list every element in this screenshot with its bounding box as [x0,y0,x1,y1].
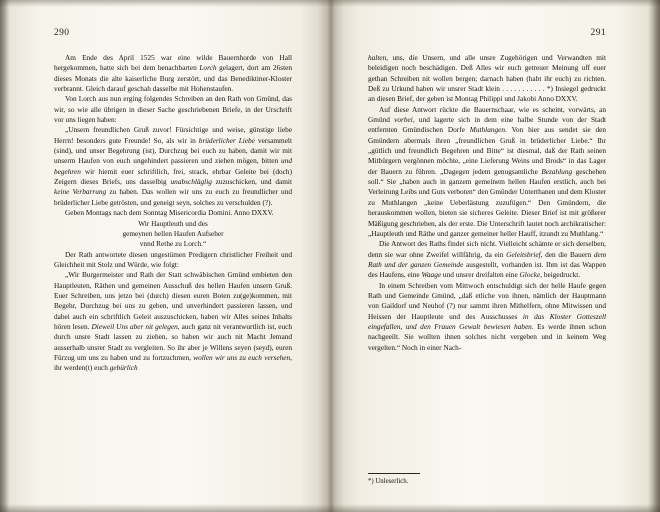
text-run: , beigedruckt. [540,270,581,280]
text-run: In einem Schreiben vom Mittwoch entschuldigt sich der helle Haufe gegen Rath und Gemeinde Gmünd, „daß etliche von ihnen, nämlich der Hauptmann von Gaildorf und Neuhof (?) nur sammt ihren Mithelfern, ohne Mitwissen und Heissen der Hauptleute und des Ausschusses [368,280,606,321]
page-number-right: 291 [590,28,606,38]
page-number-left: 290 [54,28,70,38]
text-run: , uns, die Unsern, und alle unsre Zugehörigen und Verwandten mit beleidigen noch beschädigen. Deß Alles wir euch getreuer Meinung uff euer gethan Schreiben nit wollen bergen; darnach haben (habt ihr euch) zu richten. Deß zu Urkund haben wir unsrer Stadt klein . . . . . . . . . . . *) Insiegel gedruckt an diesen Brief, der geben ist Montag Philippi und Jakobi Anno DXXV. [368,53,606,104]
text-run: Der Rath antwortete diesen ungestümen Predigern christlicher Freiheit und Gleichheit mit Stolz und Würde, wie folgt: [54,249,292,269]
paragraph [54,270,292,373]
paragraph [54,229,292,239]
paragraph [368,53,606,105]
paragraph [54,53,292,94]
text-run: , auch ganz nit verantwurtlich ist, euch durch unsre Stadt lassen zu ziehen, so haben wir auch nit Macht Jemand ausserhalb unsrer Stadt zu vergleiten. So ihr aber je Willens seyen (seyd), euren Fürzug um uns zu haben und zu fortzuchmen, [54,321,292,362]
paragraph [368,239,606,280]
emphasis-text: Geleitsbrief [506,249,541,259]
text-run: geschehen soll.“ Sie „haben auch in ganzem gemeinem hellen Haufen erstlich, auch bei Verleirung Leibs und Guts verboten“ den Gmünder Unterthanen und dem Kloster zu Muthlangen „keine Ueberlästung zuzufügen.“ Den Gmündern, die herauskommen wollen, bieten sie sicheres Geleite. Dieser Brief ist mit größerer Mäßigung geschrieben, als der erste. Die Unterschrift lautet noch archikratischer: „Hauptleuth und Räthe und ganzer gemeiner heller Hauff, itzundt zu Muthlang.“ [368,166,606,238]
text-run: und unsrer dreifalten eine [441,270,520,280]
text-run: . Von hier aus sendet sie den Gmündern abermals ihren „freundlichen Gruß in brüderlicher Liebe.“ Ihr „gütlich und freundlich Begehren und Bitte“ ist diesmal, daß der Rath seinen Mitbürgern vergönnen möchte, „eine Lieferung Weins und Brods“ in das Lager der Bauern zu führen. „Dagegen jedem genugsamliche [368,125,606,176]
emphasis-text: brüderlicher Liebe [198,135,255,145]
footnote-block [368,473,606,486]
emphasis-text: halten [368,53,387,62]
text-run: vnnd Rethe zu Lorch.“ [139,239,207,249]
text-run: gemeynen hellen Haufen Aufseher [122,228,224,238]
text-run: Wir Hauptleuth und des [138,218,208,228]
text-run: zu haben. Das wollen wir uns zu euch zu freundlicher und brüderlicher Liebe getrösten, und geneigt seyn, solches zu verschulden (?). [54,187,293,207]
text-run: , und lagerte sich in dem eine halbe Stunde von der Stadt entfernten Gmündischen Dorfe [368,115,606,135]
text-run: versammelt (sind), und unser Begehrung (ist), Durchzug bei euch zu haben, damit wir mit unserm Haufen von euch ungehindert passieren und ziehen mögen, bitten [54,135,292,166]
text-run: , ihr werden(t) euch [54,352,292,373]
emphasis-text: Bezahlung [541,166,573,176]
footnote-text [368,477,606,486]
body-text-right [368,53,606,353]
emphasis-text: und begehren [54,156,292,176]
emphasis-text: unabschläglig [170,177,212,187]
page-right [330,0,660,512]
text-run: Geben Montags nach dem Sonntag Misericordia Domini. Anno DXXV. [65,208,274,218]
paragraph [54,208,292,218]
text-run: . Es werde ihnen schon nachgeeilt. Sie wollten ihnen solches nicht vergeben und in keinem Weg vergelten.“ Noch in einer Nach- [368,321,607,352]
text-run: Von Lorch aus nun erging folgendes Schreiben an den Rath von Gmünd, das wir, so wie alle übrigen in dieser Sache geschriebenen Briefe, in der Urschrift vor uns liegen haben: [54,94,292,125]
paragraph [54,125,292,208]
emphasis-text: in das Kloster Gotteszell eingefallen, und den Frauen Gewalt bewiesen haben [368,311,606,331]
text-run: Die Antwort des Raths findet sich nicht. Vielleicht schämte er sich derselben, denn sie war ohne Zweifel willfährig, da ein [368,239,606,259]
text-run: „Wir Burgermeister und Rath der Statt schwäbischen Gmünd embieten den Hauptleuten, Räthen und gemeinen Ausschuß des hellen Haufen unsern Gruß. Euer Schreiben, uns jetzo bei (durch) diesen euren Boten zu(ge)kommen, mit Begehr, Durchzug bei uns zu geben, und unverhindert passieren lassen, und dabei auch ein schriftlich Geleit auszuschicken, haben wir Alles seines Inhalts hören lesen. [54,270,292,331]
text-run: zuzuschicken, und damit [211,177,292,187]
text-run: Auf diese Antwort rückte die Bauernschaar, wie es scheint, vorwärts, an Gmünd [368,104,606,125]
paragraph [54,239,292,249]
paragraph [54,219,292,229]
text-run: , den die Bauern [540,249,594,259]
emphasis-text: Waage [421,270,442,280]
text-run: „Unsern freundlichen Gruß zuvor! Fürsichtige und weise, günstige liebe Herrn! besonders gute Freunde! So, als wir in [54,125,292,145]
emphasis-text: Lorch [199,63,217,73]
text-run: Am Ende des April 1525 war eine wilde Bauernhorde von Hall hergekommen, hatte sich bei dem benachbarten [54,53,292,73]
emphasis-text: Muthlangen [469,125,506,135]
emphasis-text: keine Verbarrung [54,187,107,197]
paragraph [54,250,292,271]
emphasis-text: wollen wir uns zu euch versehen [193,352,291,362]
emphasis-text: Dieweil Uns aber nit gelegen [91,321,178,331]
paragraph [368,105,606,239]
text-run: gelagert, dort am 26sten dieses Monats die alte kaiserliche Burg zerstört, und das Benediktiner-Kloster verbrannt. Gleich darauf geschah dasselbe mit Hohenstaufen. [54,63,293,94]
footnote-marker: *) [368,478,376,485]
emphasis-text: vorbei [394,115,413,125]
body-text-left [54,53,292,374]
paragraph [54,94,292,125]
emphasis-text: Glocke [519,270,541,280]
paragraph [368,281,606,353]
emphasis-text: gebürlich [109,363,138,373]
text-run: wir hiemit euer schriftlich, frei, strack, ehrbar Geleite bei (doch) Zeigern dieses Briefs, uns dasselbig [54,166,292,187]
footnote-body: Unleserlich. [375,478,409,485]
emphasis-text: dem Rath und der ganzen Gemeinde [368,249,606,269]
footnote-divider [368,473,420,474]
text-run: ausgestellt, vorhanden ist. Ihm ist das Wappen des Haufens, eine [368,259,606,280]
